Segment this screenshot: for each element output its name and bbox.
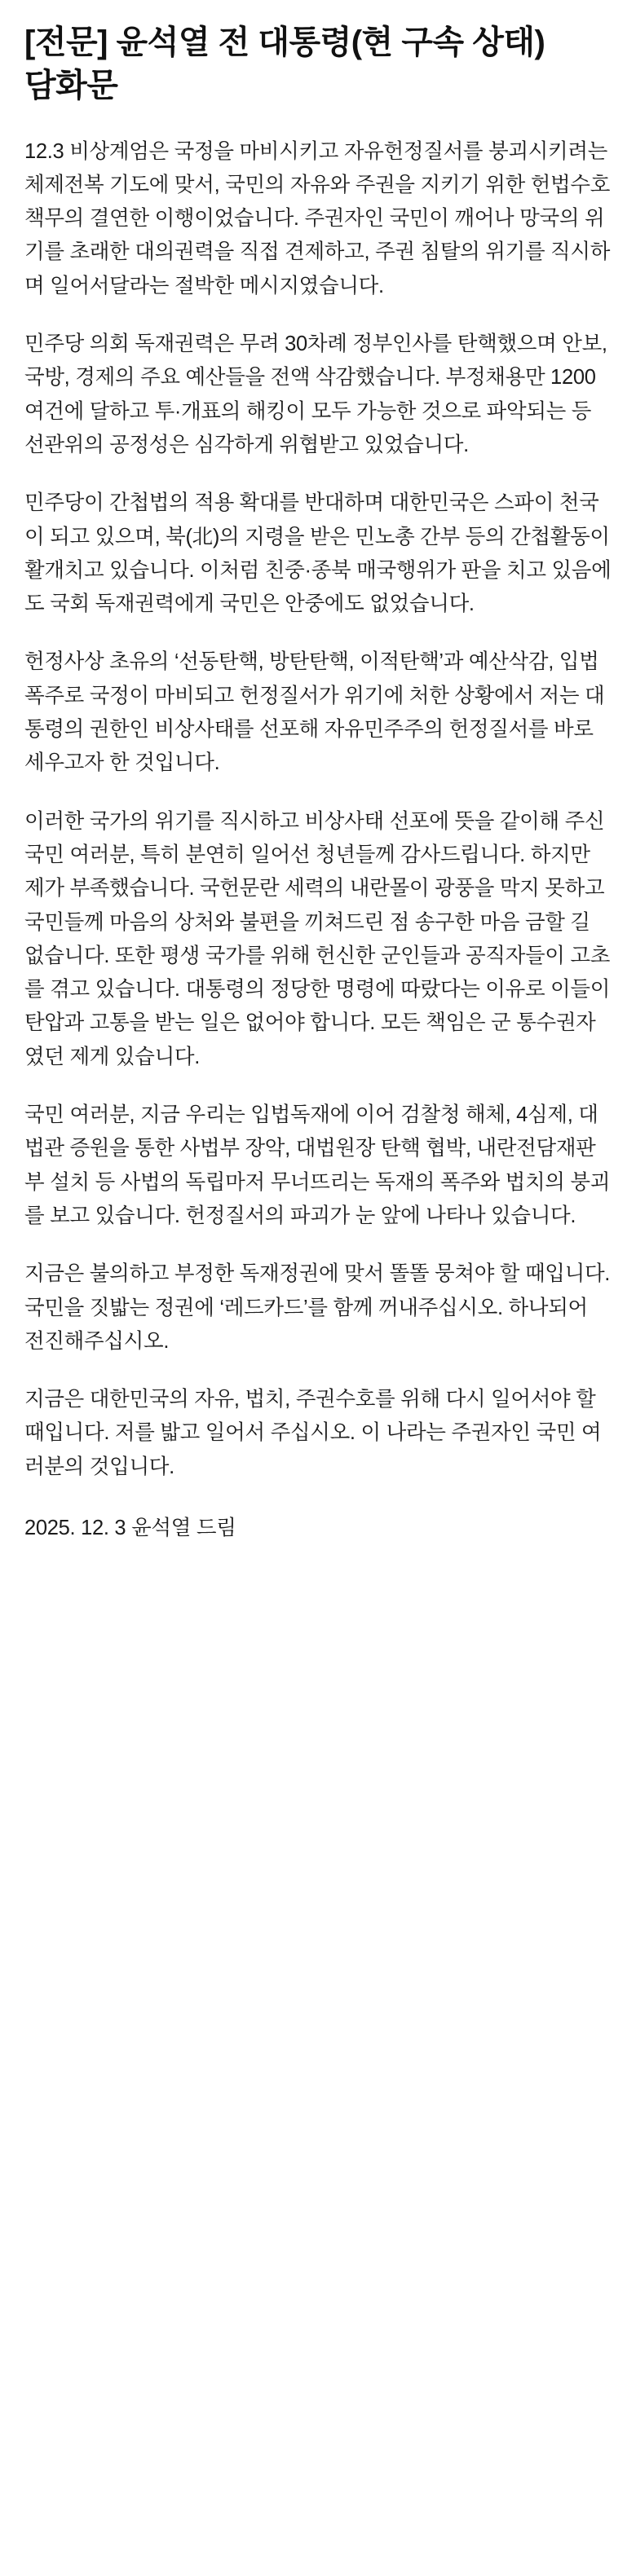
- page-title: [전문] 윤석열 전 대통령(현 구속 상태) 담화문: [24, 24, 545, 103]
- paragraph-7: 지금은 불의하고 부정한 독재정권에 맞서 똘똘 뭉쳐야 할 때입니다. 국민을 짓밟는 정권에 ‘레드카드’를 함께 꺼내주십시오. 하나되어 전진해주십시오.: [24, 1262, 611, 1353]
- paragraph-5: 이러한 국가의 위기를 직시하고 비상사태 선포에 뜻을 같이해 주신 국민 여러분, 특히 분연히 일어선 청년들께 감사드립니다. 하지만 제가 부족했습니다. 국헌문란 세력의 내란몰이 광풍을 막지 못하고 국민들께 마음의 상처와 불편을 끼쳐드린 점 송구한 마음 금할 길 없습니다. 또한 평생 국가를 위해 헌신한 군인들과 공직자들이 고초를 겪고 있습니다. 대통령의 정당한 명령에 따랐다는 이유로 이들이 탄압과 고통을 받는 일은 없어야 합니다. 모든 책임은 군 통수권자였던 제게 있습니다.: [24, 809, 611, 1068]
- paragraph-4: 헌정사상 초유의 ‘선동탄핵, 방탄탄핵, 이적탄핵’과 예산삭감, 입법폭주로 국정이 마비되고 헌정질서가 위기에 처한 상황에서 저는 대통령의 권한인 비상사태를 선포해 자유민주주의 헌정질서를 바로 세우고자 한 것입니다.: [24, 650, 605, 775]
- paragraph-6: 국민 여러분, 지금 우리는 입법독재에 이어 검찰청 해체, 4심제, 대법관 증원을 통한 사법부 장악, 대법원장 탄핵 협박, 내란전담재판부 설치 등 사법의 독립마저 무너뜨리는 독재의 폭주와 법치의 붕괴를 보고 있습니다. 헌정질서의 파괴가 눈 앞에 나타나 있습니다.: [24, 1103, 611, 1227]
- paragraph-2: 민주당 의회 독재권력은 무려 30차례 정부인사를 탄핵했으며 안보, 국방, 경제의 주요 예산들을 전액 삭감했습니다. 부정채용만 1200여건에 달하고 투·개표의 해킹이 모두 가능한 것으로 파악되는 등 선관위의 공정성은 심각하게 위협받고 있었습니다.: [24, 332, 607, 456]
- signature-line: 2025. 12. 3 윤석열 드림: [24, 1516, 236, 1539]
- paragraph-8: 지금은 대한민국의 자유, 법치, 주권수호를 위해 다시 일어서야 할 때입니다. 저를 밟고 일어서 주십시오. 이 나라는 주권자인 국민 여러분의 것입니다.: [24, 1388, 602, 1478]
- paragraph-1: 12.3 비상계엄은 국정을 마비시키고 자유헌정질서를 붕괴시키려는 체제전복 기도에 맞서, 국민의 자유와 주권을 지키기 위한 헌법수호책무의 결연한 이행이었습니다. 주권자인 국민이 깨어나 망국의 위기를 초래한 대의권력을 직접 견제하고, 주권 침탈의 위기를 직시하며 일어서달라는 절박한 메시지였습니다.: [24, 139, 611, 297]
- paragraph-3: 민주당이 간첩법의 적용 확대를 반대하며 대한민국은 스파이 천국이 되고 있으며, 북(北)의 지령을 받은 민노총 간부 등의 간첩활동이 활개치고 있습니다. 이처럼 친중·종북 매국행위가 판을 치고 있음에도 국회 독재권력에게 국민은 안중에도 없었습니다.: [24, 491, 612, 616]
